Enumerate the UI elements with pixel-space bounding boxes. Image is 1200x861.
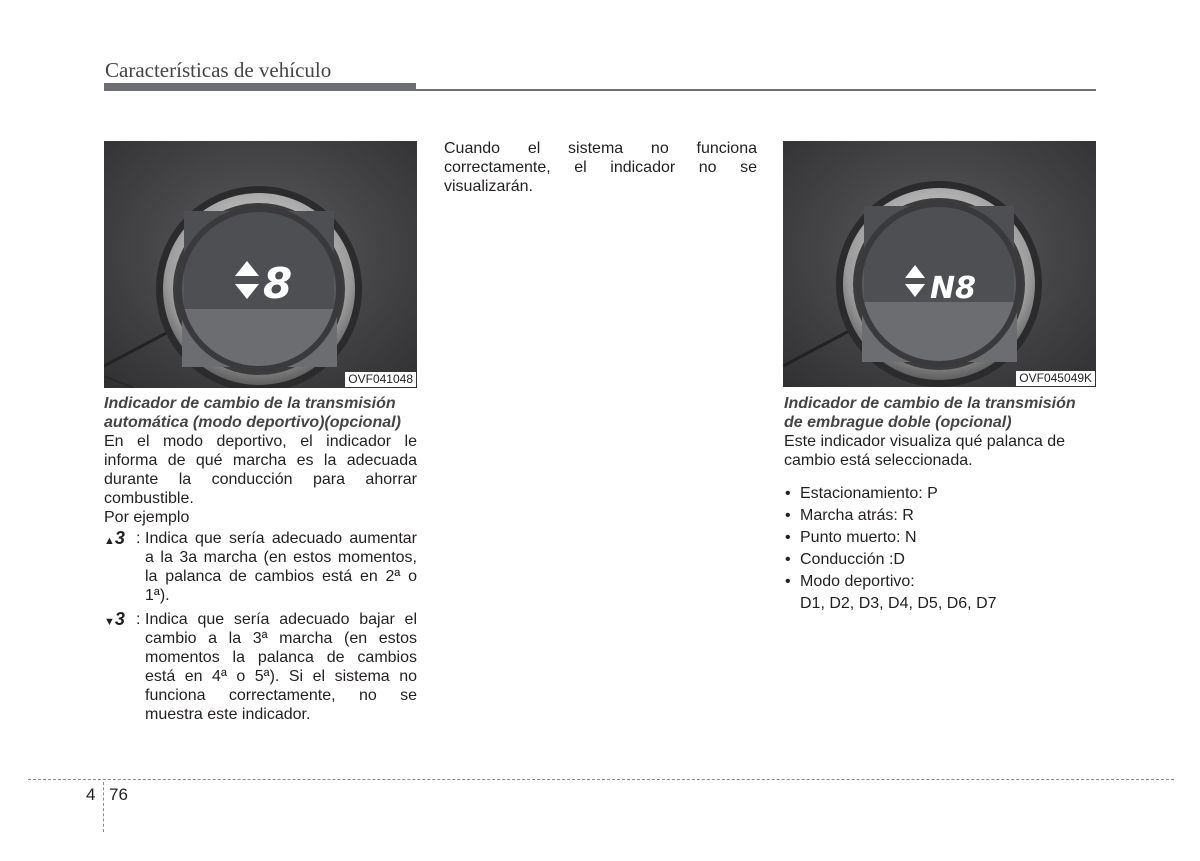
figure-dual-clutch-indicator [783, 141, 1096, 387]
header-rule-thick [104, 83, 416, 91]
gauge-illustration-1 [104, 141, 417, 388]
figure-caption: Indicador de cambio de la transmisión de embrague doble (opcional) [784, 395, 1076, 431]
column-middle [444, 139, 757, 196]
gear-d3: D3 [858, 595, 880, 612]
figure-code: OVF041048 [345, 372, 416, 387]
paragraph: En el modo deportivo, el indicador le informa de qué marcha es la adecuada durante la conducción para ahorrar combustible. [104, 433, 417, 507]
list-item: • Conducción :D [784, 550, 1097, 569]
gear-glyph: 3 [114, 609, 125, 629]
chapter-number: 4 [86, 785, 96, 804]
list-item: • Modo deportivo: [784, 572, 1097, 591]
paragraph: Cuando el sistema no funciona correctamente, el indicador no se visualizarán. [444, 140, 757, 195]
list-item: • Marcha atrás: R [784, 506, 1097, 525]
display-gear: N8 [930, 271, 976, 306]
figure-code: OVF045049K [1016, 371, 1095, 386]
display-digit: 8 [263, 259, 293, 308]
indicator-down-item [104, 610, 417, 724]
down-triangle-icon: ▼ [104, 616, 115, 628]
gear-d1: D1 [800, 595, 821, 612]
gear-glyph: 3 [114, 528, 125, 548]
list-item: • Punto muerto: N [784, 528, 1097, 547]
gear-d5: D5 [917, 595, 938, 612]
gauge-illustration-2 [783, 141, 1096, 387]
paragraph: Este indicador visualiza qué palanca de cambio está seleccionada. [784, 433, 1066, 469]
footer-divider [103, 782, 104, 832]
figure-caption: Indicador de cambio de la transmisión automática (modo deportivo)(opcional) [104, 395, 401, 431]
header-rule-thin [416, 89, 1096, 91]
shift-down-symbol: ▼3 : [104, 609, 141, 629]
gear-d2: D2 [829, 595, 850, 612]
indicator-down-text: Indica que sería adecuado bajar el cambio a la 3ª marcha (en estos momentos la palanca de cambios está en 4ª o 5ª). Si el sistema no funciona correctamente, no se muestra este indicador. [145, 611, 417, 723]
example-label: Por ejemplo [104, 509, 190, 526]
shift-up-symbol: ▲3 : [104, 528, 141, 548]
gear-d7: D7 [976, 595, 997, 612]
gear-d4: D4 [888, 595, 909, 612]
figure-sport-mode-indicator [104, 141, 417, 388]
list-item: • Estacionamiento: P [784, 484, 1097, 503]
header-title: Características de vehículo [105, 58, 332, 82]
up-triangle-icon: ▲ [104, 535, 115, 547]
footer-rule [28, 779, 1174, 780]
column-left [104, 394, 417, 724]
indicator-up-item [104, 529, 417, 605]
sport-gears-line: D1, D2, D3, D4, D5, D6, D7 [800, 595, 997, 612]
page-number: 76 [109, 785, 128, 804]
indicator-up-text: Indica que sería adecuado aumentar a la 3a marcha (en estos momentos, la palanca de cambios está en 2ª o 1ª). [145, 530, 417, 604]
gear-list [784, 484, 1097, 591]
column-right [784, 394, 1097, 613]
gear-d6: D6 [946, 595, 968, 612]
